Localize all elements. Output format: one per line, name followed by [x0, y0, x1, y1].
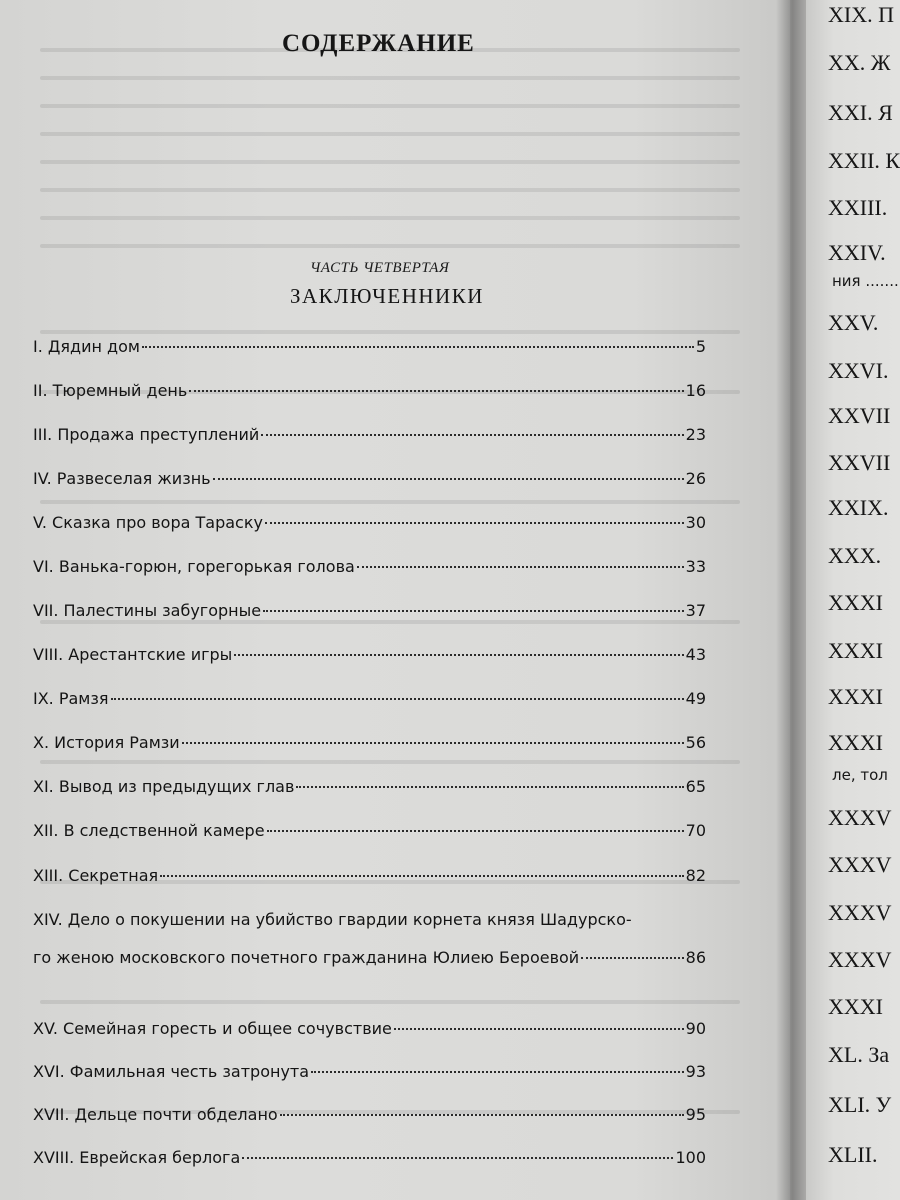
toc-entry-page: 95 [685, 1105, 706, 1124]
facing-page-line: XXVI. [828, 358, 889, 383]
leader-dots [265, 522, 684, 524]
facing-page-line: XXX. [828, 543, 882, 568]
toc-entry-page: 86 [685, 948, 706, 967]
toc-entry [33, 1062, 706, 1092]
toc-entry-page: 5 [695, 337, 706, 356]
facing-page-line: XXXI [828, 994, 883, 1019]
facing-page-line: XXXV [828, 852, 892, 877]
leader-dots [581, 957, 683, 959]
toc-entry-title: XV. Семейная горесть и общее сочувствие [33, 1019, 392, 1038]
toc-entry [33, 469, 706, 499]
toc-entry [33, 337, 706, 367]
toc-entry-title: VIII. Арестантские игры [33, 645, 233, 664]
toc-entry-page: 37 [685, 601, 706, 620]
toc-entry [33, 645, 706, 675]
toc-entry-page: 56 [685, 733, 706, 752]
toc-entry-page: 43 [685, 645, 706, 664]
facing-page-line: XXIII. [828, 195, 888, 220]
toc-entry-title: III. Продажа преступлений [33, 425, 260, 444]
leader-dots [160, 875, 683, 877]
facing-page-line: XXVII [828, 450, 891, 475]
toc-entry [33, 1105, 706, 1135]
toc-entry-page: 49 [685, 689, 706, 708]
toc-entry-title: II. Тюремный день [33, 381, 188, 400]
toc-entry [33, 513, 706, 543]
facing-page-line: XXI. Я [828, 100, 893, 125]
leader-dots [394, 1028, 684, 1030]
facing-page-line: XXIV. [828, 240, 886, 265]
toc-entry-title: X. История Рамзи [33, 733, 180, 752]
facing-page-line: XX. Ж [828, 50, 891, 75]
facing-page-line: XXIX. [828, 495, 889, 520]
toc-entry-title: IV. Развеселая жизнь [33, 469, 211, 488]
toc-entry-title-continued: го женою московского почетного гражданина Юлиею Бероевой [33, 948, 580, 967]
toc-entry-page: 100 [675, 1148, 706, 1167]
toc-entry-page: 65 [685, 777, 706, 796]
facing-page-line: XXXI [828, 684, 883, 709]
facing-page-line: XXXV [828, 900, 892, 925]
toc-entry-page: 82 [685, 866, 706, 885]
toc-entry-title: XIII. Секретная [33, 866, 159, 885]
facing-page-line: XXXI [828, 590, 883, 615]
facing-page-line: XXVII [828, 403, 891, 428]
toc-entry-title: VI. Ванька-горюн, горегорькая голова [33, 557, 355, 576]
toc-entry-page: 23 [685, 425, 706, 444]
toc-entry-title: XII. В следственной камере [33, 821, 265, 840]
toc-entry [33, 1019, 706, 1049]
toc-entry-page: 93 [685, 1062, 706, 1081]
facing-page-line: XXII. К [828, 148, 900, 173]
facing-page-line: XXXV [828, 805, 892, 830]
facing-page-line: XLII. [828, 1142, 878, 1167]
toc-entry-title: XVII. Дельце почти обделано [33, 1105, 278, 1124]
facing-page-line: XIX. П [828, 2, 894, 27]
toc-entry-page: 90 [685, 1019, 706, 1038]
leader-dots [111, 698, 684, 700]
toc-entry-page: 30 [685, 513, 706, 532]
toc-entry [33, 777, 706, 807]
facing-page-line: XXXI [828, 730, 883, 755]
leader-dots [311, 1071, 684, 1073]
toc-entry [33, 821, 706, 851]
facing-page-line: XXV. [828, 310, 879, 335]
toc-entry-title: XIV. Дело о покушении на убийство гвардии корнета князя Шадурско- [33, 910, 632, 929]
toc-entry-page: 16 [685, 381, 706, 400]
toc-entry [33, 689, 706, 719]
toc-entry-page: 33 [685, 557, 706, 576]
leader-dots [142, 346, 694, 348]
toc-entry [33, 866, 706, 896]
leader-dots [357, 566, 684, 568]
toc-entry-title: V. Сказка про вора Тараску [33, 513, 263, 532]
leader-dots [261, 434, 683, 436]
toc-entry-title: IX. Рамзя [33, 689, 109, 708]
toc-entry-title: XVIII. Еврейская берлога [33, 1148, 241, 1167]
part-label: ЧАСТЬ ЧЕТВЕРТАЯ [310, 260, 450, 276]
facing-page-line: XL. За [828, 1042, 890, 1067]
toc-entry-title: I. Дядин дом [33, 337, 140, 356]
toc-entry-page: 70 [685, 821, 706, 840]
toc-entry-page: 26 [685, 469, 706, 488]
facing-page-line: XXXV [828, 947, 892, 972]
page-title: СОДЕРЖАНИЕ [282, 30, 475, 57]
leader-dots [182, 742, 684, 744]
toc-entry-title: VII. Палестины забугорные [33, 601, 262, 620]
toc-entry-title: XI. Вывод из предыдущих глав [33, 777, 295, 796]
leader-dots [242, 1157, 673, 1159]
toc-entry [33, 557, 706, 587]
facing-page-line: ния ....... [832, 272, 899, 290]
toc-entry [33, 601, 706, 631]
toc-entry [33, 381, 706, 411]
toc-entry [33, 733, 706, 763]
toc-entry [33, 1148, 706, 1178]
leader-dots [263, 610, 684, 612]
facing-page-line: ле, тол [832, 766, 888, 784]
facing-page-line: XLI. У [828, 1092, 892, 1117]
toc-entry-title: XVI. Фамильная честь затронута [33, 1062, 310, 1081]
leader-dots [267, 830, 684, 832]
leader-dots [234, 654, 683, 656]
leader-dots [280, 1114, 684, 1116]
book-gutter [776, 0, 806, 1200]
part-title: ЗАКЛЮЧЕННИКИ [290, 284, 484, 308]
leader-dots [213, 478, 684, 480]
facing-page-line: XXXI [828, 638, 883, 663]
leader-dots [296, 786, 683, 788]
toc-entry [33, 425, 706, 455]
leader-dots [189, 390, 683, 392]
toc-entry [33, 910, 706, 967]
